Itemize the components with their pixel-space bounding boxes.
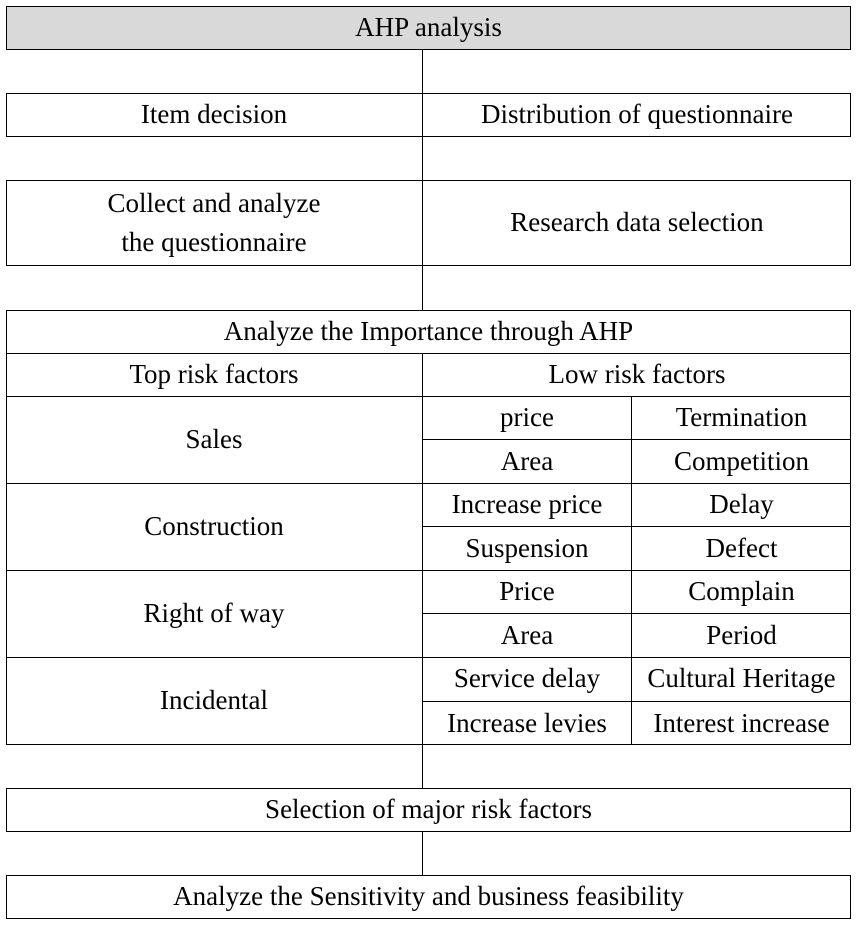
low-factor: Increase price [451, 488, 603, 519]
top-factor-incidental: Incidental [160, 685, 268, 716]
connector-1 [422, 50, 423, 93]
low-factor: Termination [675, 401, 808, 432]
low-factor: price [500, 401, 554, 432]
low-factor: Cultural Heritage [647, 663, 836, 694]
collect-and-analyze [6, 180, 422, 266]
low-factor: Period [706, 619, 777, 650]
analyze-sensitivity [6, 875, 851, 919]
distribution-of-questionnaire: Distribution of questionnaire [481, 99, 793, 130]
col-top-risk-factors: Top risk factors [129, 358, 299, 389]
table-header: Analyze the Importance through AHP [223, 315, 634, 346]
low-factor: Area [500, 445, 554, 476]
col-low-risk-factors: Low risk factors [548, 358, 726, 389]
low-factor: Competition [674, 445, 809, 476]
connector-4 [422, 745, 423, 788]
low-factor: Delay [709, 488, 774, 519]
top-factor-construction: Construction [144, 510, 284, 541]
item-decision: Item decision [140, 99, 288, 130]
collect-line-1: Collect and analyze [107, 187, 321, 218]
low-factor: Complain [688, 575, 795, 606]
selection-of-major-risk-factors [6, 788, 851, 832]
low-factor: Service delay [453, 663, 601, 694]
low-factor: Price [499, 575, 555, 606]
low-factor: Defect [705, 532, 778, 563]
collect-line-2: the questionnaire [121, 227, 307, 257]
top-factor-sales: Sales [185, 423, 243, 454]
connector-5 [422, 832, 423, 875]
title-box [6, 6, 851, 50]
connector-2 [422, 137, 423, 180]
step5-text: Analyze the Sensitivity and business feasibility [173, 881, 684, 912]
title-text: AHP analysis [355, 12, 502, 43]
low-factor: Area [500, 619, 554, 650]
low-factor: Interest increase [653, 707, 830, 738]
top-factor-right-of-way: Right of way [143, 597, 285, 628]
low-factor: Suspension [465, 532, 589, 563]
low-factor: Increase levies [447, 707, 607, 738]
step4-text: Selection of major risk factors [265, 794, 592, 825]
connector-3 [422, 266, 423, 310]
research-data-selection: Research data selection [510, 207, 764, 238]
